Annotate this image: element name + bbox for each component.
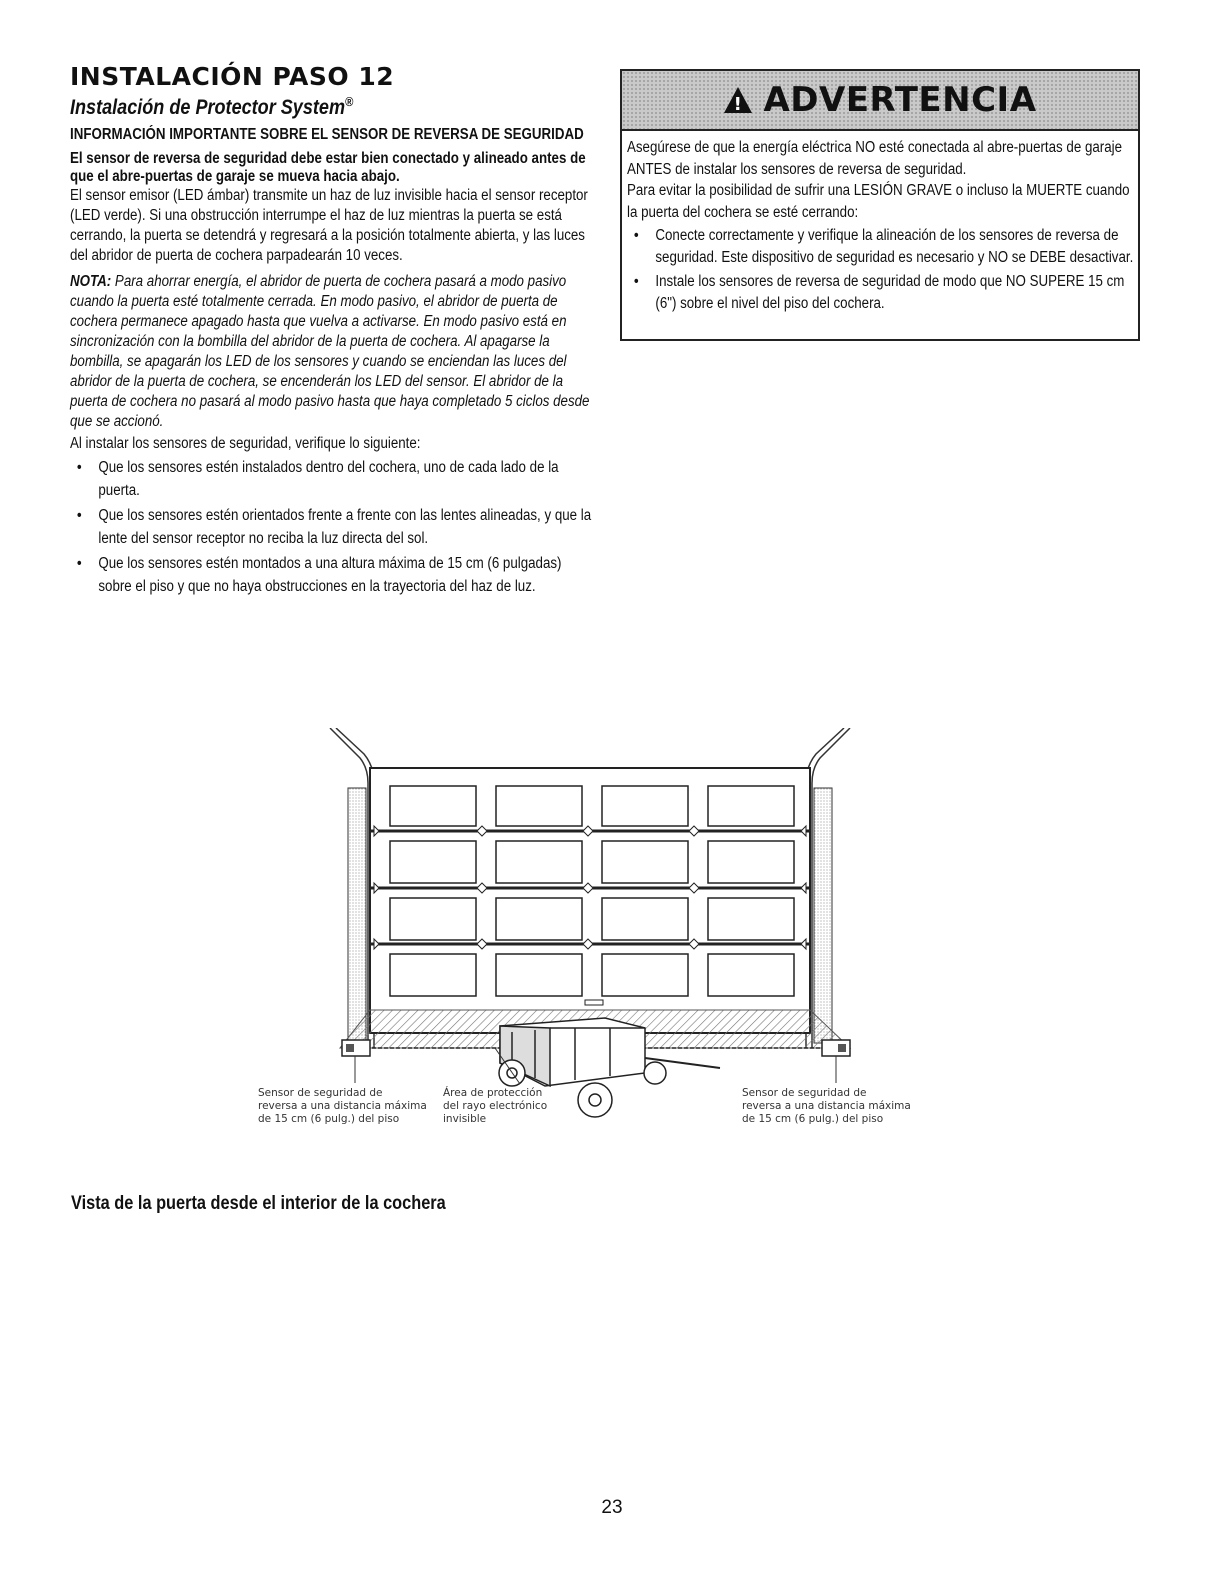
label-right-line: reversa a una distancia máxima	[742, 1100, 911, 1112]
warning-text-block	[627, 137, 1141, 315]
warning-para2: Para evitar la posibilidad de sufrir una LESIÓN GRAVE o incluso la MUERTE cuando la puerta del cochera se esté cerrando:	[627, 182, 1130, 221]
step-title: INSTALACIÓN PASO 12	[70, 62, 395, 91]
label-center-line: invisible	[443, 1113, 487, 1125]
warning-title-text: ADVERTENCIA	[763, 80, 1037, 120]
warning-box	[620, 69, 1140, 341]
label-center-line: Área de protección	[443, 1087, 543, 1099]
step-subtitle-text: Instalación de Protector System	[70, 96, 346, 119]
label-left-line: de 15 cm (6 pulg.) del piso	[258, 1113, 400, 1125]
label-center-line: del rayo electrónico	[443, 1100, 548, 1112]
label-left-line: reversa a una distancia máxima	[258, 1100, 427, 1112]
check-list	[70, 456, 598, 598]
list-item: • Que los sensores estén montados a una altura máxima de 15 cm (6 pulgadas) sobre el piso y que no haya obstrucciones en la trayectoria del haz de luz.	[70, 552, 598, 598]
label-right-line: de 15 cm (6 pulg.) del piso	[742, 1113, 884, 1125]
garage-door-illustration	[250, 728, 950, 1168]
warning-body	[622, 131, 1138, 315]
left-jamb	[348, 788, 366, 1043]
list-item: • Que los sensores estén instalados dentro del cochera, uno de cada lado de la puerta.	[70, 456, 598, 502]
label-left-line: Sensor de seguridad de	[258, 1087, 383, 1099]
warning-header	[622, 71, 1138, 131]
label-left-sensor	[258, 1087, 430, 1125]
registered-mark: ®	[345, 94, 354, 109]
bold-statement: El sensor de reversa de seguridad debe estar bien conectado y alineado antes de que el abre-puertas de garaje se mueva hacia abajo.	[70, 150, 586, 185]
warning-item: • Conecte correctamente y verifique la alineación de los sensores de reversa de seguridad. Este dispositivo de seguridad es necesario y NO se DEBE desactivar.	[627, 225, 1141, 269]
note-text: Para ahorrar energía, el abridor de puerta de cochera pasará a modo pasivo cuando la puerta esté totalmente cerrada. En modo pasivo, el abridor de puerta de cochera permanece apagado hasta que vuelva a activarse. En modo pasivo está en sincronización con la bombilla del abridor de la puerta de cochera. Al apagarse la bombilla, se apagarán los LED de los sensores y cuando se enciendan las luces del abridor de la puerta de cochera, se encenderán los LED del sensor. El abridor de la puerta de cochera no pasará al modo pasivo hasta que haya completado 5 ciclos desde que se accionó.	[70, 273, 590, 430]
left-text-block	[70, 126, 598, 598]
right-jamb	[814, 788, 832, 1043]
sensor-paragraph: El sensor emisor (LED ámbar) transmite un haz de luz invisible hacia el sensor receptor (LED verde). Si una obstrucción interrumpe el haz de luz mientras la puerta se está cerrando, la puerta se detendrá y regresará a la posición totalmente abierta, y las luces del abridor de puerta de cochera parpadearán 10 veces.	[70, 187, 588, 264]
warning-para1: Asegúrese de que la energía eléctrica NO esté conectada al abre-puertas de garaje ANTES de instalar los sensores de reversa de seguridad.	[627, 139, 1123, 178]
warning-item: • Instale los sensores de reversa de seguridad de modo que NO SUPERE 15 cm (6") sobre el nivel del piso del cochera.	[627, 271, 1141, 315]
svg-text:!: !	[734, 94, 743, 114]
figure-caption: Vista de la puerta desde el interior de la cochera	[71, 1193, 446, 1214]
left-column	[70, 64, 598, 600]
note-label: NOTA:	[70, 273, 112, 290]
step-subtitle	[70, 90, 524, 120]
note	[70, 272, 598, 432]
garage-door-figure	[250, 728, 950, 1168]
list-intro: Al instalar los sensores de seguridad, verifique lo siguiente:	[70, 435, 421, 452]
label-protection-area	[443, 1086, 550, 1125]
warning-triangle-icon	[723, 86, 753, 114]
right-sensor	[822, 1040, 850, 1056]
important-heading: INFORMACIÓN IMPORTANTE SOBRE EL SENSOR DE REVERSA DE SEGURIDAD	[70, 126, 584, 143]
warning-list	[627, 225, 1141, 315]
label-right-line: Sensor de seguridad de	[742, 1087, 867, 1099]
page-number: 23	[601, 1497, 623, 1518]
warning-title	[723, 80, 1036, 120]
label-right-sensor	[742, 1087, 914, 1125]
left-sensor	[342, 1040, 370, 1056]
list-item: • Que los sensores estén orientados frente a frente con las lentes alineadas, y que la lente del sensor receptor no reciba la luz directa del sol.	[70, 504, 598, 550]
garage-door	[370, 768, 810, 1033]
